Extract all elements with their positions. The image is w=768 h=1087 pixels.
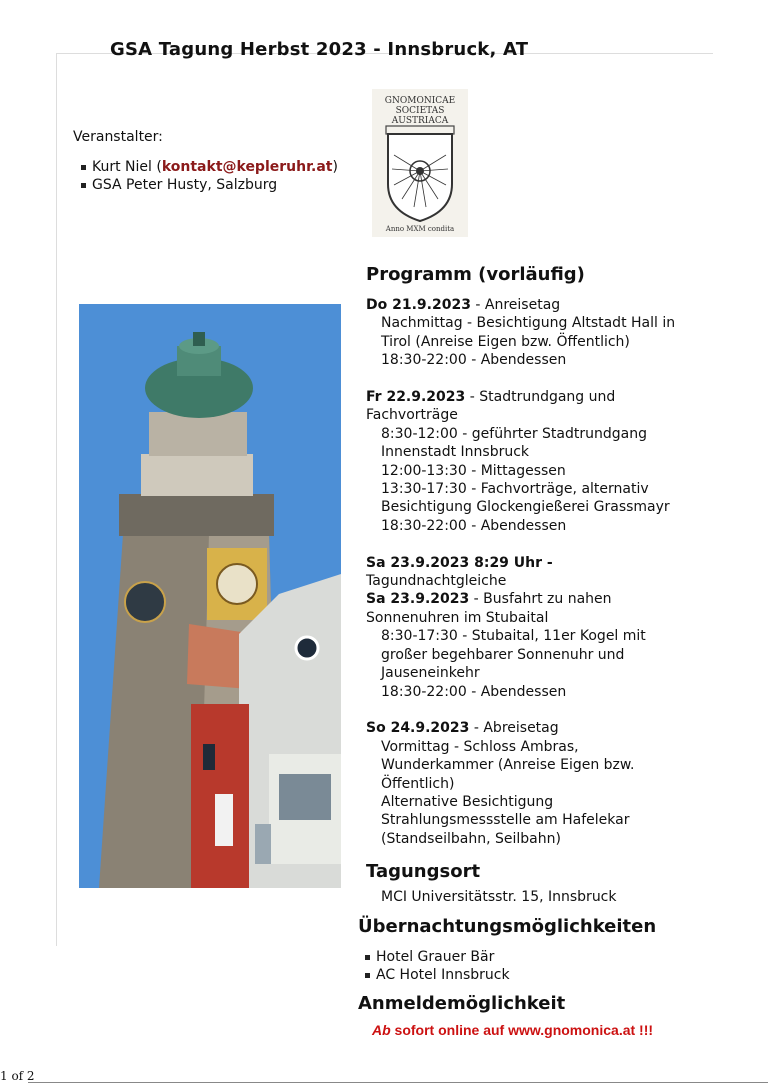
lodging-item: Hotel Grauer Bär [364, 948, 510, 966]
program-item: Nachmittag - Besichtigung Altstadt Hall in [381, 315, 676, 332]
logo-motto: Anno MXM condita [385, 225, 455, 233]
program-item: (Standseilbahn, Seilbahn) [381, 830, 561, 847]
program-item: 18:30-22:00 - Abendessen [381, 683, 567, 700]
program-item: 8:30-17:30 - Stubaital, 11er Kogel mit [381, 628, 646, 645]
program-item: Tirol (Anreise Eigen bzw. Öffentlich) [381, 333, 630, 350]
venue-heading: Tagungsort [366, 861, 481, 882]
gsa-logo-image [372, 89, 468, 237]
program-body [366, 296, 711, 848]
program-day-saturday [366, 590, 711, 608]
program-equinox [366, 554, 711, 572]
page-title: GSA Tagung Herbst 2023 - Innsbruck, AT [110, 39, 529, 60]
program-item: 18:30-22:00 - Abendessen [381, 352, 567, 369]
program-day-friday [366, 388, 711, 406]
program-item: Vormittag - Schloss Ambras, [381, 738, 579, 755]
day-title: - Abreisetag [469, 720, 559, 737]
program-item: 8:30-12:00 - geführter Stadtrundgang [381, 425, 647, 442]
organizer-name: Kurt Niel ( [92, 159, 162, 175]
lodging-item: AC Hotel Innsbruck [364, 966, 510, 984]
program-day-thursday [366, 296, 711, 314]
logo-line3: AUSTRIACA [391, 116, 449, 126]
innsbruck-tower-photo [79, 304, 341, 888]
organizer-item [80, 158, 338, 176]
gsa-logo [372, 89, 468, 237]
lodging-heading: Übernachtungsmöglichkeiten [358, 916, 657, 937]
program-item: Strahlungsmessstelle am Hafelekar [381, 812, 630, 829]
program-item: Alternative Besichtigung [381, 793, 554, 810]
day-title-cont: Fachvorträge [366, 407, 458, 424]
program-item: Öffentlich) [381, 775, 455, 792]
registration-heading: Anmeldemöglichkeit [358, 993, 566, 1014]
program-item: Jauseneinkehr [381, 665, 480, 682]
program-item: 18:30-22:00 - Abendessen [381, 517, 567, 534]
registration-text: sofort online auf www.gnomonica.at !!! [390, 1022, 654, 1038]
program-item: Besichtigung Glockengießerei Grassmayr [381, 499, 670, 516]
equinox-sep: - [542, 554, 553, 571]
registration-ab: Ab [372, 1022, 391, 1038]
day-date: Do 21.9.2023 [366, 297, 471, 313]
day-date: Fr 22.9.2023 [366, 389, 466, 406]
organizer-heading: Veranstalter: [73, 129, 163, 145]
organizer-email-link[interactable]: kontakt@kepleruhr.at [161, 159, 333, 175]
program-day-sunday [366, 719, 711, 737]
registration-link[interactable] [372, 1022, 653, 1038]
logo-line1: GNOMONICAE [384, 96, 456, 106]
day-title: - Anreisetag [470, 297, 561, 313]
page-number: 1 of 2 [0, 1069, 35, 1083]
day-date: Sa 23.9.2023 [366, 591, 470, 608]
city-tower-illustration [79, 304, 341, 888]
day-title: - Stadtrundgang und [465, 389, 616, 406]
program-item: Innenstadt Innsbruck [381, 444, 530, 461]
program-item: 12:00-13:30 - Mittagessen [381, 462, 566, 479]
program-item: Wunderkammer (Anreise Eigen bzw. [381, 757, 635, 774]
program-item: 13:30-17:30 - Fachvorträge, alternativ [381, 481, 649, 498]
lodging-list [364, 948, 510, 984]
day-date: So 24.9.2023 [366, 720, 470, 737]
organizer-list [80, 158, 338, 194]
footer-rule [28, 1082, 768, 1083]
program-item: großer begehbarer Sonnenuhr und [381, 646, 625, 663]
equinox-date: Sa 23.9.2023 8:29 Uhr [366, 554, 543, 571]
program-heading: Programm (vorläufig) [366, 264, 585, 285]
day-title-cont: Sonnenuhren im Stubaital [366, 609, 549, 626]
organizer-item: GSA Peter Husty, Salzburg [80, 176, 338, 194]
page-frame-left [56, 53, 57, 946]
venue-address: MCI Universitätsstr. 15, Innsbruck [381, 889, 617, 905]
day-title: - Busfahrt zu nahen [469, 591, 612, 608]
organizer-name-suffix: ) [332, 159, 338, 175]
equinox-title: Tagundnachtgleiche [366, 573, 507, 590]
logo-line2: SOCIETAS [395, 106, 445, 116]
